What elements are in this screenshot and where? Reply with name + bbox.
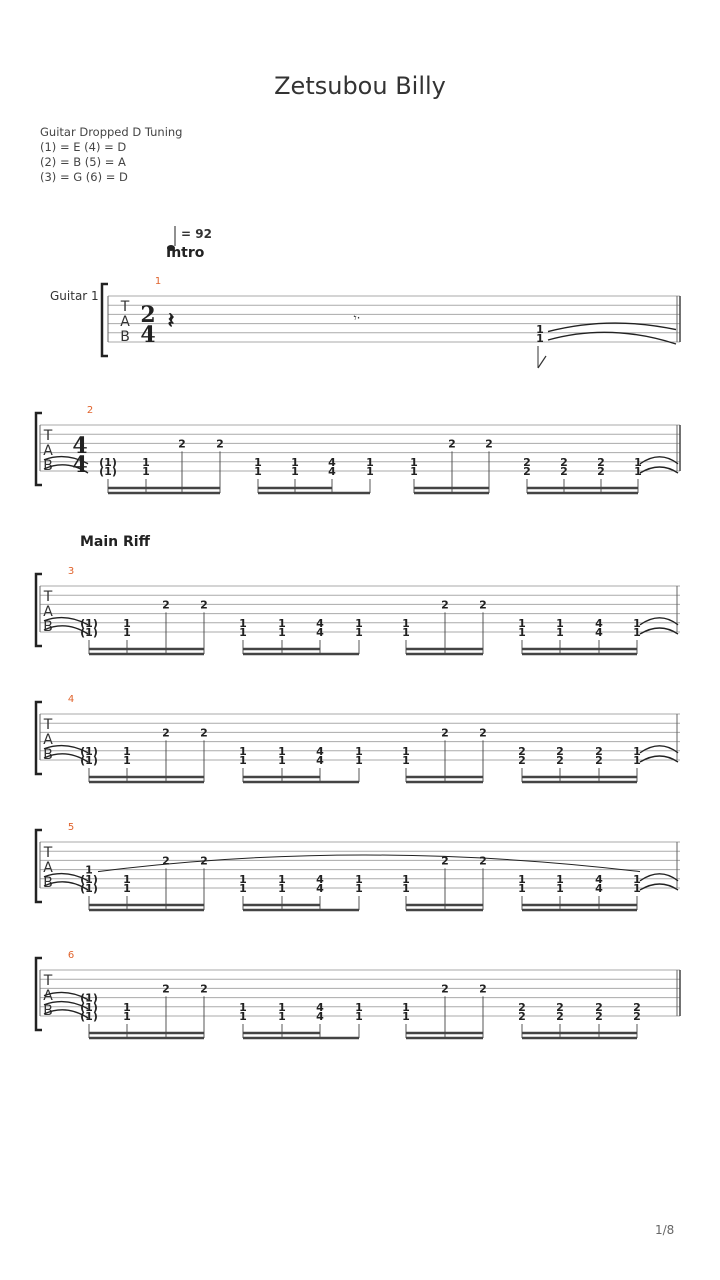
note-flag [538,356,546,368]
fret-number: 1 [402,882,410,895]
fret-number: 1 [355,754,363,767]
fret-number: 1 [239,872,247,886]
fret-number: 2 [518,1000,526,1014]
fret-number: 1 [634,465,642,478]
fret-number: 1 [239,616,247,630]
fret-number: 1 [633,882,641,895]
tie-arc [640,628,678,634]
fret-number: 1 [239,626,247,639]
fret-number: 1 [278,754,286,767]
tab-clef-letter: A [43,860,53,876]
fret-number: (1) [80,626,98,639]
fret-number: 1 [366,465,374,478]
tab-clef-letter: A [43,732,53,748]
eighth-rest-icon: 𝄾· [353,311,361,325]
system-bracket [102,284,108,356]
tab-clef-letter: T [43,717,53,733]
tab-clef-letter: A [43,988,53,1004]
fret-number: 2 [200,726,208,740]
fret-number: (1) [80,1000,98,1014]
fret-number: 4 [316,754,324,767]
fret-number: 1 [278,872,286,886]
tab-clef-letter: B [43,619,53,635]
tab-clef-letter: B [43,875,53,891]
fret-number: 1 [278,616,286,630]
system-bracket [36,958,42,1030]
fret-number: 2 [479,726,487,740]
fret-number: 2 [448,437,456,451]
fret-number: 1 [278,744,286,758]
fret-number: 2 [178,437,186,451]
system-bracket [36,830,42,902]
fret-number: 1 [355,626,363,639]
fret-number: 1 [402,626,410,639]
fret-number: 4 [316,1000,324,1014]
fret-number: 4 [316,872,324,886]
fret-number: 4 [316,626,324,639]
fret-number: 4 [316,1010,324,1023]
fret-number: 2 [485,437,493,451]
fret-number: 1 [518,616,526,630]
fret-number: 1 [123,626,131,639]
fret-number: 1 [518,872,526,886]
fret-number: 2 [441,726,449,740]
fret-number: 1 [254,465,262,478]
time-signature-top: 2 [140,302,156,328]
fret-number: 1 [291,455,299,469]
song-title: Zetsubou Billy [274,72,446,100]
fret-number: 1 [254,455,262,469]
fret-number: 4 [328,455,336,469]
fret-number: 1 [402,754,410,767]
fret-number: 4 [595,872,603,886]
time-signature-bottom: 4 [72,452,88,478]
fret-number: 1 [355,1010,363,1023]
fret-number: 4 [328,465,336,478]
tab-clef-letter: T [43,845,53,861]
fret-number: 1 [410,465,418,478]
tuning-name: Guitar Dropped D Tuning [40,125,183,139]
section-main-riff: Main Riff [80,534,150,550]
fret-number: 1 [410,455,418,469]
fret-number: 1 [123,1010,131,1023]
fret-number: 2 [441,982,449,996]
fret-number: 1 [366,455,374,469]
tab-clef-letter: T [43,428,53,444]
fret-number: 4 [316,882,324,895]
fret-number: 1 [239,744,247,758]
fret-number: 1 [633,744,641,758]
fret-number: 1 [556,872,564,886]
fret-number: 1 [291,465,299,478]
fret-number: 2 [518,744,526,758]
fret-number: 1 [355,616,363,630]
fret-number: 1 [633,872,641,886]
fret-number: 2 [560,465,568,478]
fret-number: 2 [595,1000,603,1014]
fret-number: 2 [595,1010,603,1023]
fret-number: 2 [200,854,208,868]
measure-number: 2 [86,405,94,416]
fret-number: 1 [518,882,526,895]
fret-number: 1 [402,1010,410,1023]
fret-number: (1) [80,616,98,630]
tuning-line: (1) = E (4) = D [40,140,127,154]
tie-arc [640,457,678,464]
fret-number: 1 [239,1000,247,1014]
fret-number: 1 [278,1010,286,1023]
fret-number: 2 [597,455,605,469]
fret-number: 1 [633,616,641,630]
fret-number: 2 [479,982,487,996]
fret-number: 1 [536,322,544,336]
fret-number: (1) [80,754,98,767]
fret-number: 1 [123,754,131,767]
fret-number: 1 [402,616,410,630]
fret-number: 2 [162,854,170,868]
tuning-line: (2) = B (5) = A [40,155,126,169]
fret-number: 2 [216,437,224,451]
fret-number: 1 [278,882,286,895]
system-bracket [36,413,42,485]
tuning-line: (3) = G (6) = D [40,170,128,184]
fret-number: (1) [99,455,117,469]
measure-number: 5 [67,822,75,833]
fret-number: 1 [355,882,363,895]
fret-number: 1 [142,455,150,469]
fret-number: 2 [200,982,208,996]
fret-number: 2 [479,598,487,612]
tab-system [36,950,680,1038]
fret-number: 4 [316,616,324,630]
fret-number: 1 [123,882,131,895]
fret-number: 2 [162,598,170,612]
tie-arc [640,618,678,625]
tab-clef-letter: A [43,443,53,459]
fret-number: 2 [560,455,568,469]
fret-number: 1 [123,616,131,630]
fret-number: 2 [556,744,564,758]
tab-clef-letter: B [43,1003,53,1019]
tie-arc [640,746,678,753]
page-number: 1/8 [655,1223,675,1237]
tie-arc [640,874,678,881]
fret-number: 2 [597,465,605,478]
fret-number: 1 [556,626,564,639]
fret-number: 4 [595,626,603,639]
fret-number: 1 [536,332,544,345]
fret-number: 2 [518,1010,526,1023]
fret-number: 2 [556,1010,564,1023]
tab-system [36,405,680,493]
fret-number: 1 [123,1000,131,1014]
fret-number: 1 [355,744,363,758]
tab-system [36,822,680,910]
tab-clef-letter: B [43,458,53,474]
tie-arc [548,323,676,332]
system-bracket [36,702,42,774]
fret-number: (1) [80,1010,98,1023]
fret-number: 4 [595,882,603,895]
fret-number: 1 [355,872,363,886]
fret-number: 2 [633,1010,641,1023]
fret-number: 1 [518,626,526,639]
fret-number: 1 [633,754,641,767]
fret-number: 1 [123,744,131,758]
tab-clef-letter: T [43,589,53,605]
fret-number: (1) [80,882,98,895]
fret-number: 1 [556,616,564,630]
fret-number: 4 [316,744,324,758]
fret-number: 2 [441,598,449,612]
section-intro: Intro [166,245,205,261]
time-signature-top: 4 [72,433,88,459]
fret-number: 2 [441,854,449,868]
measure-number: 3 [67,566,75,577]
fret-number: 2 [200,598,208,612]
fret-number: 1 [634,455,642,469]
measure-number: 4 [67,694,75,705]
tie-arc [640,467,678,473]
fret-number: (1) [99,465,117,478]
fret-number: 2 [162,726,170,740]
tie-arc [640,884,678,890]
tab-clef-letter: T [43,973,53,989]
fret-number: (1) [80,744,98,758]
fret-number: (1) [80,991,98,1005]
fret-number: 2 [518,754,526,767]
tab-clef-letter: A [43,604,53,620]
tab-clef-letter: A [120,314,130,330]
track-name: Guitar 1 [50,289,99,303]
fret-number: 1 [142,465,150,478]
fret-number: 4 [595,616,603,630]
fret-number: 1 [239,1010,247,1023]
fret-number: 1 [556,882,564,895]
fret-number: 2 [162,982,170,996]
fret-number: 2 [523,465,531,478]
fret-number: 1 [239,754,247,767]
tab-system [36,694,680,782]
tab-system [36,566,680,654]
measure-number: 6 [67,950,75,961]
fret-number: 2 [556,1000,564,1014]
fret-number: 1 [85,863,93,877]
fret-number: 1 [355,1000,363,1014]
fret-number: 2 [523,455,531,469]
fret-number: 2 [633,1000,641,1014]
fret-number: 1 [278,1000,286,1014]
fret-number: 1 [402,872,410,886]
system-bracket [36,574,42,646]
fret-number: 1 [278,626,286,639]
fret-number: 2 [595,754,603,767]
time-signature-bottom: 4 [140,322,156,348]
tab-system [102,276,680,368]
fret-number: 1 [402,744,410,758]
fret-number: 2 [595,744,603,758]
fret-number: 2 [556,754,564,767]
fret-number: 1 [633,626,641,639]
fret-number: 2 [479,854,487,868]
measure-number: 1 [154,276,162,287]
fret-number: (1) [80,872,98,886]
fret-number: 1 [123,872,131,886]
tab-clef-letter: B [43,747,53,763]
tempo-value: = 92 [181,227,212,241]
tab-clef-letter: B [120,329,130,345]
quarter-rest-icon: 𝄽 [167,308,175,334]
fret-number: 1 [239,882,247,895]
fret-number: 1 [402,1000,410,1014]
tie-arc [640,756,678,762]
tab-clef-letter: T [120,299,130,315]
